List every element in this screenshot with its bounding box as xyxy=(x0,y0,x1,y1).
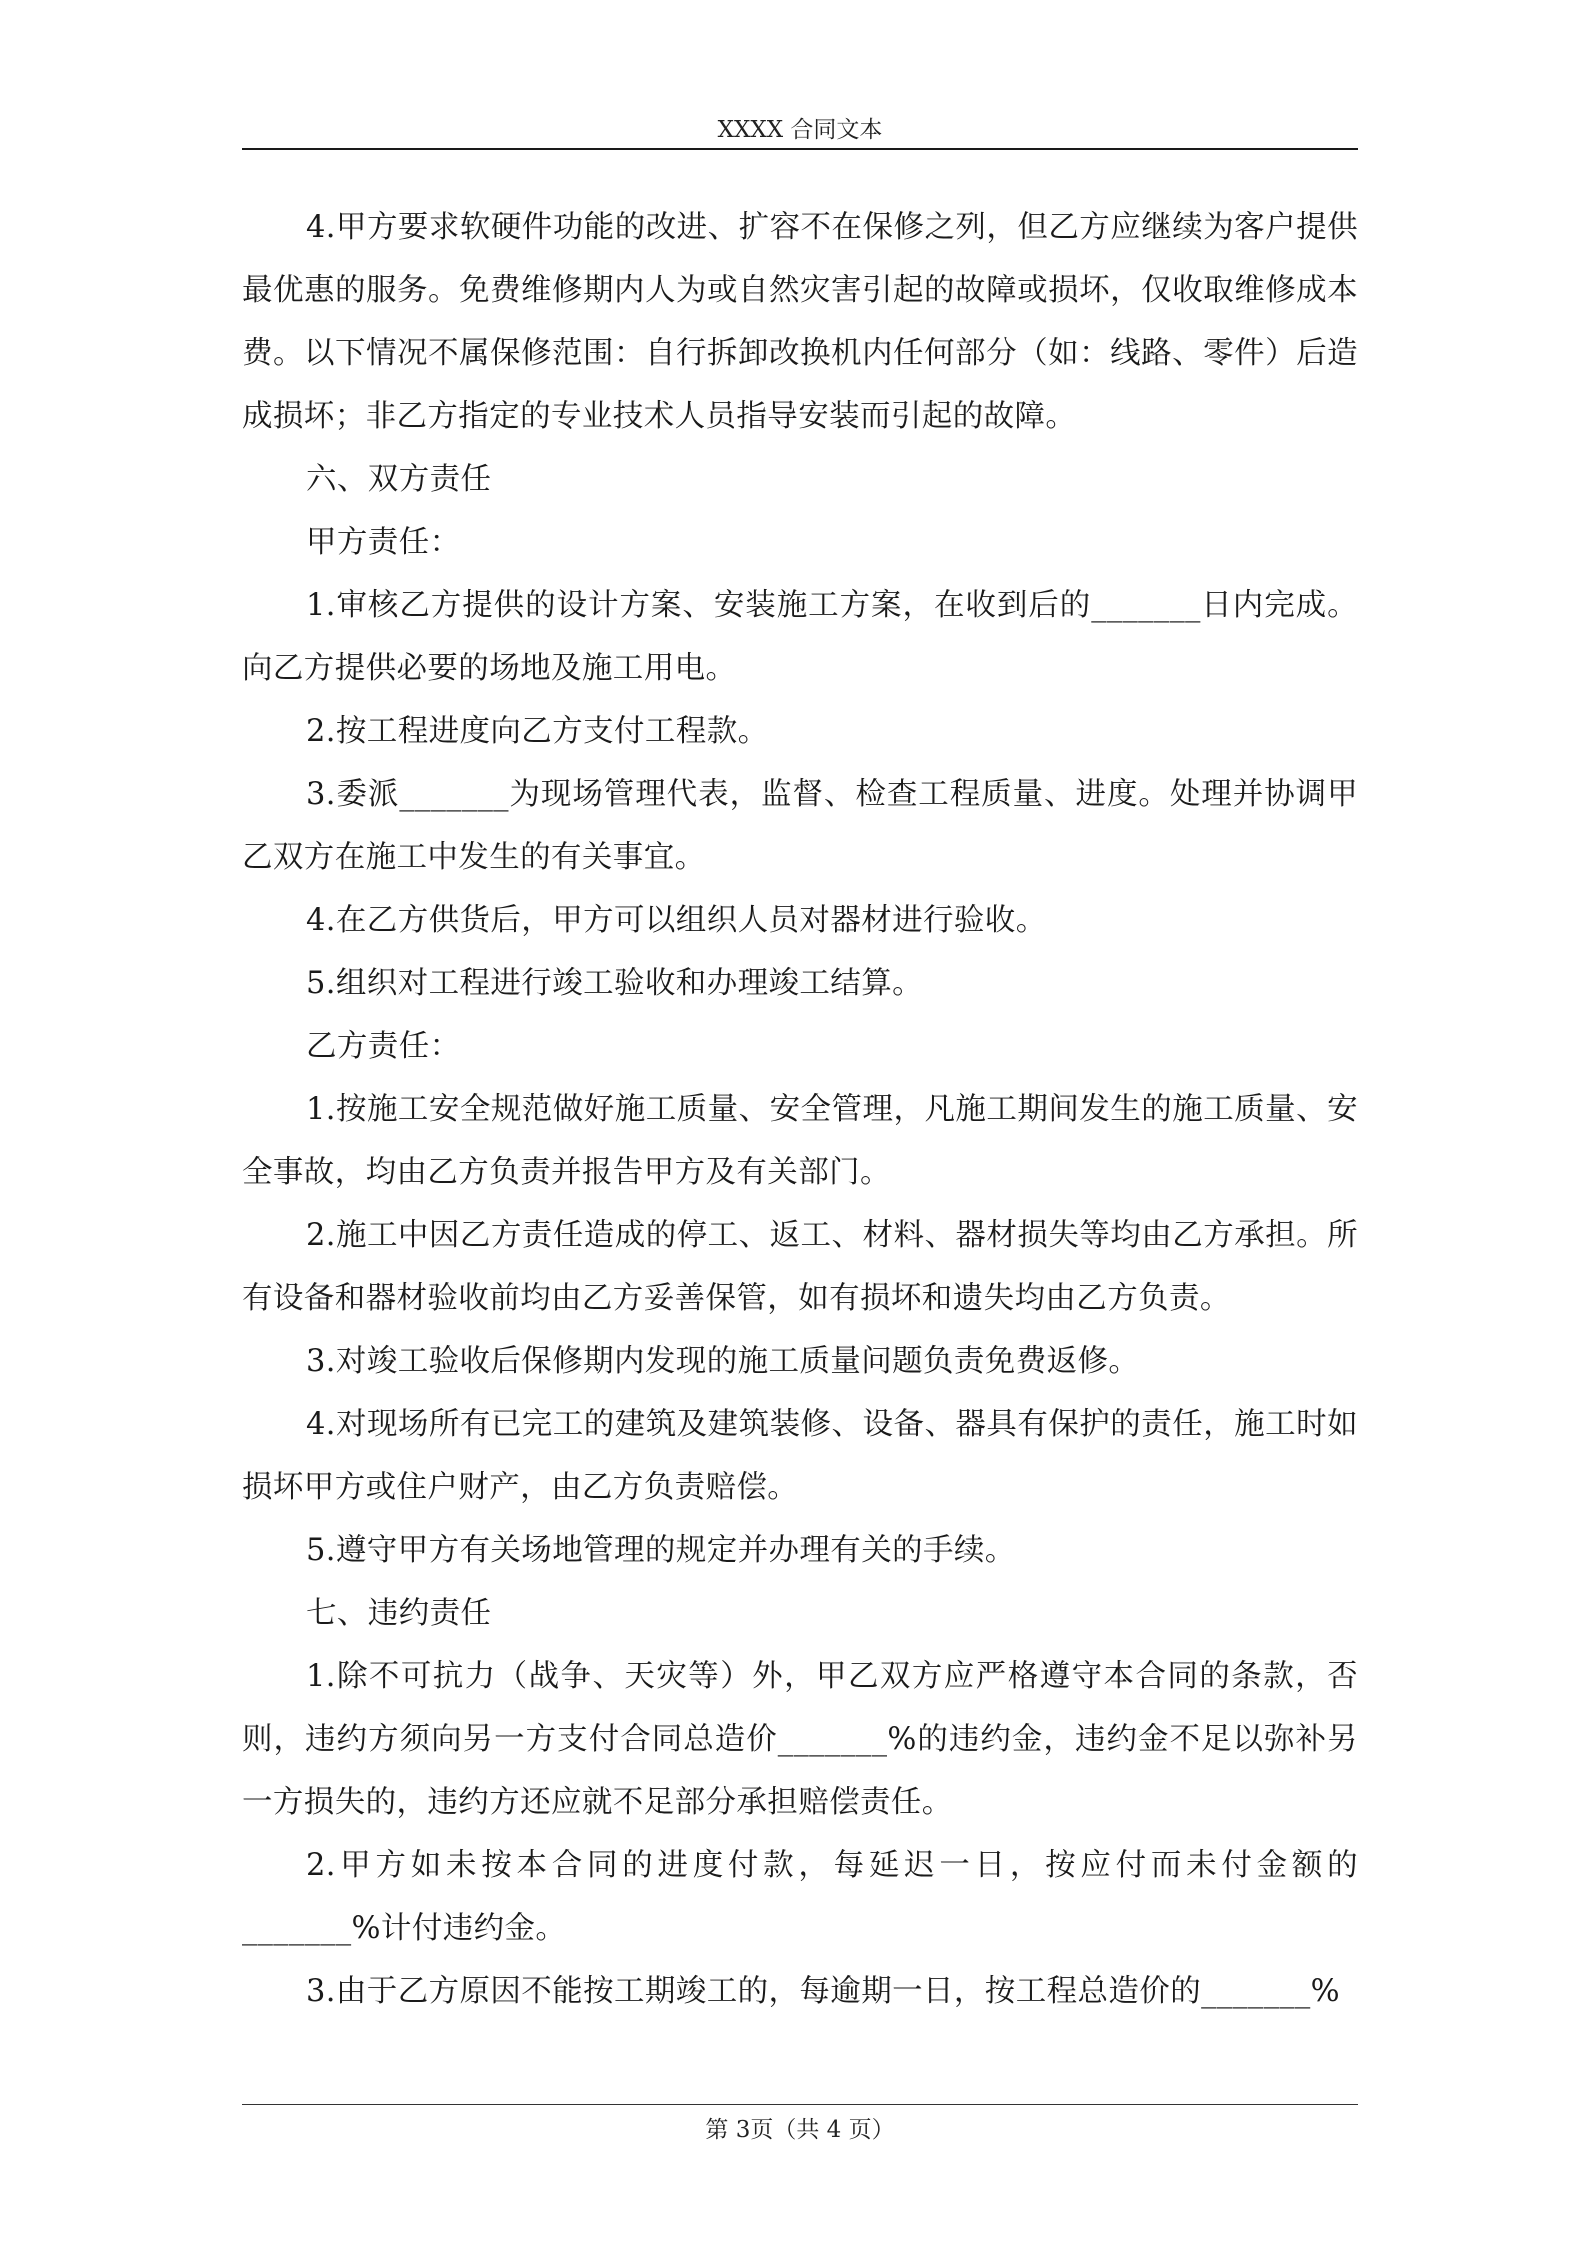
party-b-item-4: 4.对现场所有已完工的建筑及建筑装修、设备、器具有保护的责任，施工时如损坏甲方或住户财产，由乙方负责赔偿。 xyxy=(242,1407,1358,1505)
party-b-item-5: 5.遵守甲方有关场地管理的规定并办理有关的手续。 xyxy=(306,1533,1016,1568)
party-b-item-3: 3.对竣工验收后保修期内发现的施工质量问题负责免费返修。 xyxy=(306,1344,1140,1379)
party-a-item-4: 4.在乙方供货后，甲方可以组织人员对器材进行验收。 xyxy=(306,903,1047,938)
page-header: XXXX 合同文本 xyxy=(717,117,883,143)
section-heading-breach-liability: 七、违约责任 xyxy=(306,1596,492,1631)
breach-item-1: 1.除不可抗力（战争、天灾等）外，甲乙双方应严格遵守本合同的条款，否则，违约方须向另一方支付合同总造价_______%的违约金，违约金不足以弥补另一方损失的，违约方还应就不足部分承担赔偿责任。 xyxy=(242,1659,1358,1820)
party-b-item-1: 1.按施工安全规范做好施工质量、安全管理，凡施工期间发生的施工质量、安全事故，均由乙方负责并报告甲方及有关部门。 xyxy=(242,1092,1358,1190)
header-rule xyxy=(242,148,1358,150)
footer-rule xyxy=(242,2104,1358,2105)
subheading-party-b-responsibilities: 乙方责任： xyxy=(306,1029,461,1064)
party-a-item-5: 5.组织对工程进行竣工验收和办理竣工结算。 xyxy=(306,966,923,1001)
paragraph-warranty-exclusions: 4.甲方要求软硬件功能的改进、扩容不在保修之列，但乙方应继续为客户提供最优惠的服务。免费维修期内人为或自然灾害引起的故障或损坏，仅收取维修成本费。以下情况不属保修范围：自行拆卸改换机内任何部分（如：线路、零件）后造成损坏；非乙方指定的专业技术人员指导安装而引起的故障。 xyxy=(242,210,1358,434)
page-number: 第 3页（共 4 页） xyxy=(705,2117,895,2143)
party-a-item-2: 2.按工程进度向乙方支付工程款。 xyxy=(306,714,769,749)
party-a-item-3: 3.委派_______为现场管理代表，监督、检查工程质量、进度。处理并协调甲乙双方在施工中发生的有关事宜。 xyxy=(242,777,1358,875)
breach-item-2: 2.甲方如未按本合同的进度付款，每延迟一日，按应付而未付金额的_______%计付违约金。 xyxy=(242,1848,1358,1946)
party-b-item-2: 2.施工中因乙方责任造成的停工、返工、材料、器材损失等均由乙方承担。所有设备和器材验收前均由乙方妥善保管，如有损坏和遗失均由乙方负责。 xyxy=(242,1218,1358,1316)
party-a-item-1: 1.审核乙方提供的设计方案、安装施工方案，在收到后的_______日内完成。向乙方提供必要的场地及施工用电。 xyxy=(242,588,1358,686)
breach-item-3: 3.由于乙方原因不能按工期竣工的，每逾期一日，按工程总造价的_______% xyxy=(306,1974,1341,2009)
document-body xyxy=(242,196,1358,2023)
section-heading-mutual-responsibilities: 六、双方责任 xyxy=(306,462,492,497)
subheading-party-a-responsibilities: 甲方责任： xyxy=(306,525,461,560)
